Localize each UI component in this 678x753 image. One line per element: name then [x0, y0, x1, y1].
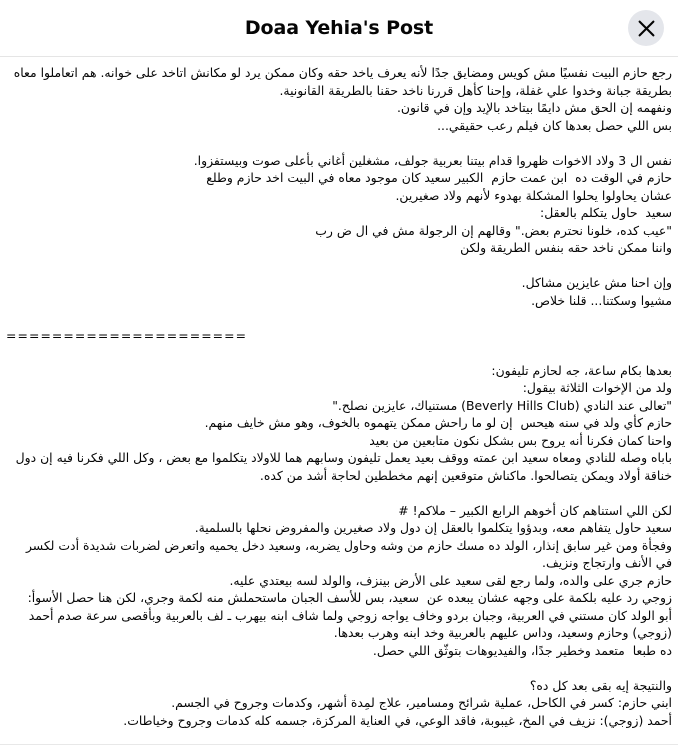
post-blank-line [4, 309, 674, 327]
post-blank-line [4, 257, 674, 275]
post-paragraph: بس اللي حصل بعدها كان فيلم رعب حقيقي... [437, 117, 672, 133]
post-paragraph: حازم في الوقت ده ابن عمت حازم الكبير سعيد كان موجود معاه في البيت اخد حازم وطلع [206, 170, 672, 185]
post-blank-line [4, 659, 674, 677]
post-paragraph: بعدها بكام ساعة، جه لحازم تليفون: [491, 362, 672, 378]
page-title: Doaa Yehia's Post [244, 16, 434, 39]
post-paragraph: رجع حازم البيت نفسيًا مش كويس ومضايق جدًا لأنه يعرف ياخد حقه وكان ممكن يرد لو مكانش اتاخد على خوانه. هم اتعاملوا معاه بطريقة جبانة وخدوا علي غفلة، وإحنا كأهل قررنا ناخد حقنا بالطريقة القانونية. [9, 65, 672, 98]
post-blank-line [4, 484, 674, 502]
post-paragraph: عشان يحاولوا يحلوا المشكلة بهدوء لأنهم ولاد صغيرين. [395, 187, 672, 203]
post-paragraph: واحنا كمان فكرنا أنه يروح بس بشكل نكون متابعين من بعيد [369, 432, 672, 448]
post-paragraph: وإن احنا مش عايزين مشاكل. [521, 275, 672, 290]
post-paragraph: ولد من الإخوات الثلاثة بيقول: [522, 380, 672, 395]
post-separator: ===================== [6, 327, 248, 343]
post-paragraph: حازم جري على والده، ولما رجع لقى سعيد على الأرض بينزف، والولد لسه بيعتدي عليه. [229, 572, 672, 588]
post-paragraph: زوجي رد عليه بلكمة على وجهه عشان يبعده عن سعيد، بس للأسف الجبان ماستحملش منه لكمة وجري، لكن هنا حصل الأسوأ: [27, 590, 672, 605]
close-button[interactable] [628, 10, 664, 46]
footer-divider [0, 744, 678, 745]
post-paragraph: واننا ممكن ناخد حقه بنفس الطريقة ولكن [460, 240, 672, 255]
post-paragraph: أبو الولد كان مستني في العربية، وجبان بردو وخاف يواجه زوجي ولما شاف ابنه بيهرب ـ لف بالعربية وبأقصى سرعة صدم أحمد (زوجي) وحازم وسعيد، وداس عليهم بالعربية وخد ابنه وهرب بعدها. [24, 607, 672, 640]
post-paragraph: ونفهمه إن الحق مش دايمًا بيتاخد بالإيد وإن في قانون. [396, 100, 672, 115]
post-content [4, 64, 674, 729]
post-paragraph: مشيوا وسكتنا... قلنا خلاص. [531, 292, 672, 308]
post-paragraph: سعيد حاول يتفاهم معه، وبدؤوا يتكلموا بالعقل إن دول ولاد صغيرين والمفروض نحلها بالسلمية. [194, 520, 672, 535]
post-paragraph: والنتيجة إيه بقى بعد كل ده؟ [529, 677, 672, 693]
post-paragraph: ابني حازم: كسر في الكاحل، عملية شرائح ومسامير، علاج لمِدة أشهر، وكدمات وجروح في الجسم. [171, 695, 672, 710]
post-paragraph: لكن اللي استناهم كان أخوهم الرابع الكبير – ملاكم! # [398, 502, 672, 518]
post-blank-line [4, 344, 674, 362]
post-paragraph: حازم كأي ولد في سنه هيحس إن لو ما راحش ممكن يتهموه بالخوف، وهو مش خايف منهم. [204, 415, 672, 430]
post-paragraph: وفجأة ومن غير سابق إنذار، الولد ده مسك حازم من وشه وحاول يضربه، وسعيد دخل يحميه واتعرض لضربات شديدة أدت لكسر في الأنف وارتجاج ونزيف. [21, 537, 672, 570]
close-icon [638, 20, 655, 37]
post-paragraph: سعيد حاول يتكلم بالعقل: [540, 205, 672, 220]
dialog-header [0, 0, 678, 57]
post-paragraph: ده طبعا متعمد وخطير جدًا، والفيديوهات بتوثّق اللي حصل. [372, 642, 672, 658]
post-paragraph: باباه وصله للنادي ومعاه سعيد ابن عمته ووقف بعيد يعمل تليفون وسابهم هما للاولاد يتكلموا مع بعض ، وكل اللي فكرنا فيه إن دول خناقة أولاد ويمكن يتصالحوا. ماكناش متوقعين إنهم مخططين لحاجة أشد من كده. [11, 450, 672, 483]
post-paragraph: نفس ال 3 ولاد الاخوات ظهروا قدام بيتنا بعربية جولف، مشغلين أغاني بأعلى صوت وبيستفزوا. [193, 152, 672, 168]
post-paragraph: أحمد (زوجي): نزيف في المخ، غيبوبة، فاقد الوعي، في العناية المركزة، جسمه كله كدمات وجروح وخياطات. [123, 712, 672, 728]
post-paragraph: "عيب كده، خلونا نحترم بعض." وقالهم إن الرجولة مش في ال ض رب [315, 222, 672, 238]
post-paragraph: "تعالى عند النادي (Beverly Hills Club) مستنياك، عايزين نصلح." [332, 397, 672, 413]
post-body [0, 57, 678, 753]
post-blank-line [4, 134, 674, 152]
